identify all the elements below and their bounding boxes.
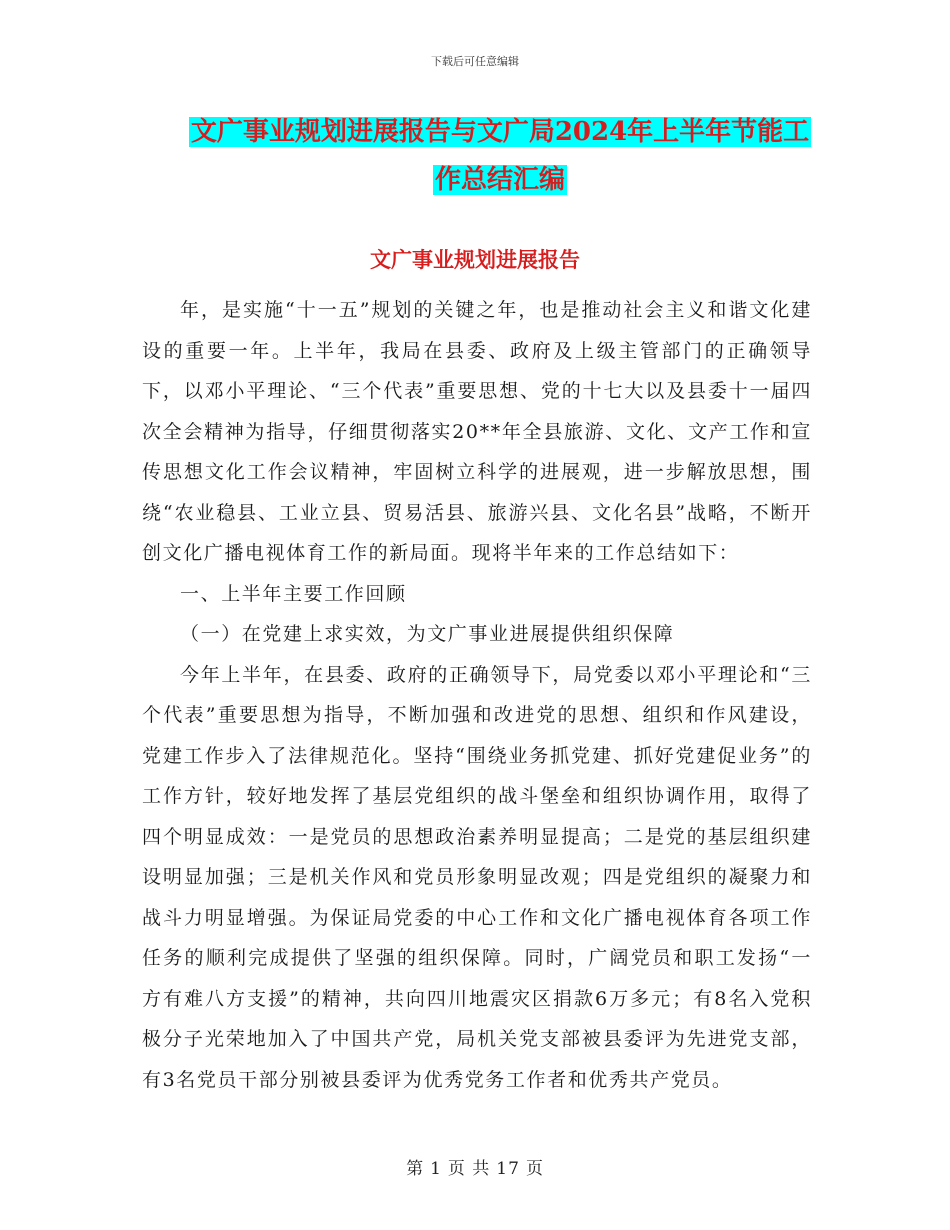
document-title-line-1: 文广事业规划进展报告与文广局2024年上半年节能工 (190, 117, 810, 147)
paragraph-party-building: 今年上半年，在县委、政府的正确领导下，局党委以邓小平理论和“三个代表”重要思想为指导，不断加强和改进党的思想、组织和作风建设，党建工作步入了法律规范化。坚持“围绕业务抓党建、抓好党建促业务”的工作方针，较好地发挥了基层党组织的战斗堡垒和组织协调作用，取得了四个明显成效：一是党员的思想政治素养明显提高；二是党的基层组织建设明显加强；三是机关作风和党员形象明显改观；四是党组织的凝聚力和战斗力明显增强。为保证局党委的中心工作和文化广播电视体育各项工作任务的顺利完成提供了坚强的组织保障。同时，广阔党员和职工发扬“一方有难八方支援”的精神，共向四川地震灾区捐款6万多元；有8名入党积极分子光荣地加入了中国共产党，局机关党支部被县委评为先进党支部，有3名党员干部分别被县委评为优秀党务工作者和优秀共产党员。 (142, 663, 812, 1091)
document-title-line-2: 作总结汇编 (434, 165, 565, 195)
total-page-count: 17 (496, 1159, 520, 1179)
body-text (142, 290, 812, 1100)
current-page-number: 1 (430, 1159, 442, 1179)
footer-suffix: 页 (525, 1159, 544, 1179)
footer-middle: 页 共 (447, 1159, 491, 1179)
heading-level-1: 一、上半年主要工作回顾 (180, 582, 407, 605)
heading-level-2: （一）在党建上求实效，为文广事业进展提供组织保障 (180, 623, 675, 645)
document-title (140, 108, 860, 204)
footer-prefix: 第 (406, 1159, 425, 1179)
header-note: 下载后可任意编辑 (431, 55, 519, 68)
page-footer (0, 1154, 950, 1179)
section-title: 文广事业规划进展报告 (370, 247, 580, 272)
paragraph-intro: 年，是实施“十一五”规划的关键之年，也是推动社会主义和谐文化建设的重要一年。上半年，我局在县委、政府及上级主管部门的正确领导下，以邓小平理论、“三个代表”重要思想、党的十七大以及县委十一届四次全会精神为指导，仔细贯彻落实20**年全县旅游、文化、文产工作和宣传思想文化工作会议精神，牢固树立科学的进展观，进一步解放思想，围绕“农业稳县、工业立县、贸易活县、旅游兴县、文化名县”战略，不断开创文化广播电视体育工作的新局面。现将半年来的工作总结如下： (142, 299, 812, 564)
